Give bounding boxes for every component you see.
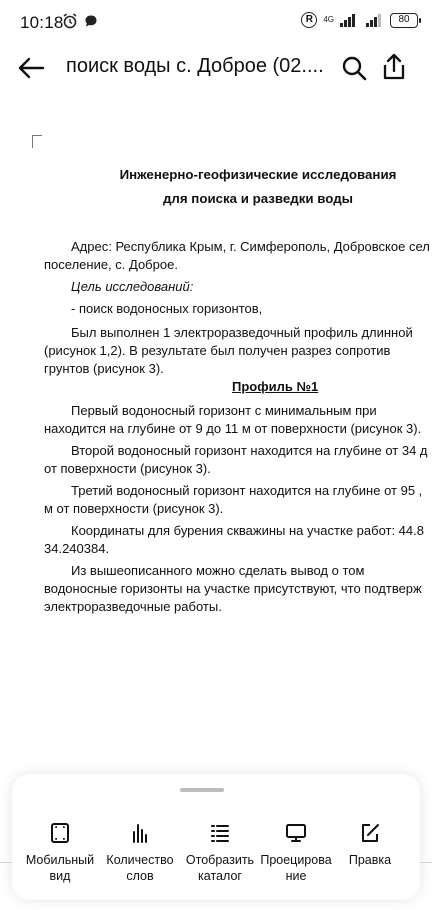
page-corner-mark	[32, 135, 42, 148]
third-horizon-line2: м от поверхности (рисунок 3).	[44, 501, 224, 516]
tools-bottom-sheet	[12, 774, 420, 900]
conclusion-line2: водоносные горизонты на участке присутствуют, что подтверж	[44, 581, 422, 596]
goal-item: - поиск водоносных горизонтов,	[71, 301, 263, 316]
survey-line3: грунтов (рисунок 3).	[44, 361, 164, 376]
conclusion-line1: Из вышеописанного можно сделать вывод о том	[71, 563, 365, 578]
registered-icon: R	[301, 12, 317, 28]
chat-bubble-icon	[84, 14, 98, 28]
edit-button[interactable]	[328, 822, 412, 868]
signal-icon-secondary	[366, 13, 384, 27]
search-icon	[340, 54, 368, 82]
mobile-view-label-2: вид	[49, 869, 71, 883]
share-button[interactable]	[380, 52, 408, 82]
edit-label-1: Правка	[348, 853, 392, 867]
divider-left	[0, 862, 12, 863]
projection-button[interactable]	[254, 822, 338, 884]
status-time: 10:18	[20, 13, 64, 32]
survey-line1: Был выполнен 1 электроразведочный профиль длинной	[71, 325, 413, 340]
battery-indicator: 80	[390, 13, 418, 28]
second-horizon-line2: от поверхности (рисунок 3).	[44, 461, 211, 476]
mobile-view-icon	[49, 822, 71, 844]
mobile-view-label-1: Мобильный	[25, 853, 95, 867]
catalog-icon	[209, 822, 231, 844]
word-count-button[interactable]	[98, 822, 182, 884]
divider-right	[420, 862, 432, 863]
profile-heading: Профиль №1	[232, 379, 319, 394]
network-type: 4G	[323, 15, 334, 24]
app-bar	[0, 46, 432, 90]
projection-label-1: Проецирова	[260, 853, 332, 867]
projection-label-2: ние	[285, 869, 307, 883]
mobile-view-button[interactable]	[18, 822, 102, 884]
back-button[interactable]	[16, 54, 46, 82]
conclusion-line3: электроразведочные работы.	[44, 599, 222, 614]
catalog-label-2: каталог	[198, 869, 242, 883]
share-icon	[380, 52, 408, 82]
catalog-label-1: Отобразить	[185, 853, 255, 867]
coordinates-line1: Координаты для бурения скважины на участке работ: 44.8	[71, 523, 424, 538]
alarm-icon	[62, 13, 78, 29]
first-horizon-line1: Первый водоносный горизонт с минимальным при	[71, 403, 377, 418]
second-horizon-line1: Второй водоносный горизонт находится на глубине от 34 д	[71, 443, 428, 458]
sheet-drag-handle[interactable]	[180, 788, 224, 792]
document-heading-line2: для поиска и разведки воды	[162, 191, 354, 206]
word-count-icon	[129, 822, 151, 844]
third-horizon-line1: Третий водоносный горизонт находится на глубине от 95 ,	[71, 483, 423, 498]
goal-label: Цель исследований:	[71, 279, 194, 294]
back-arrow-icon	[16, 54, 46, 82]
word-count-label-2: слов	[126, 869, 154, 883]
survey-line2: (рисунок 1,2). В результате был получен разрез сопротив	[44, 343, 391, 358]
document-heading-line1: Инженерно-геофизические исследования	[119, 167, 397, 182]
document-title: поиск воды с. Доброе (02....	[66, 55, 324, 77]
signal-icon	[340, 13, 360, 27]
address-line1: Адрес: Республика Крым, г. Симферополь, Добровское сел	[71, 239, 430, 254]
coordinates-line2: 34.240384.	[44, 541, 110, 556]
search-button[interactable]	[340, 54, 368, 82]
first-horizon-line2: находится на глубине от 9 до 11 м от поверхности (рисунок 3).	[44, 421, 422, 436]
word-count-label-1: Количество	[106, 853, 174, 867]
address-line2: поселение, с. Доброе.	[44, 257, 178, 272]
edit-icon	[359, 822, 381, 844]
projection-icon	[285, 822, 307, 844]
document-page[interactable]	[0, 130, 432, 780]
status-bar	[0, 0, 432, 46]
show-catalog-button[interactable]	[178, 822, 262, 884]
